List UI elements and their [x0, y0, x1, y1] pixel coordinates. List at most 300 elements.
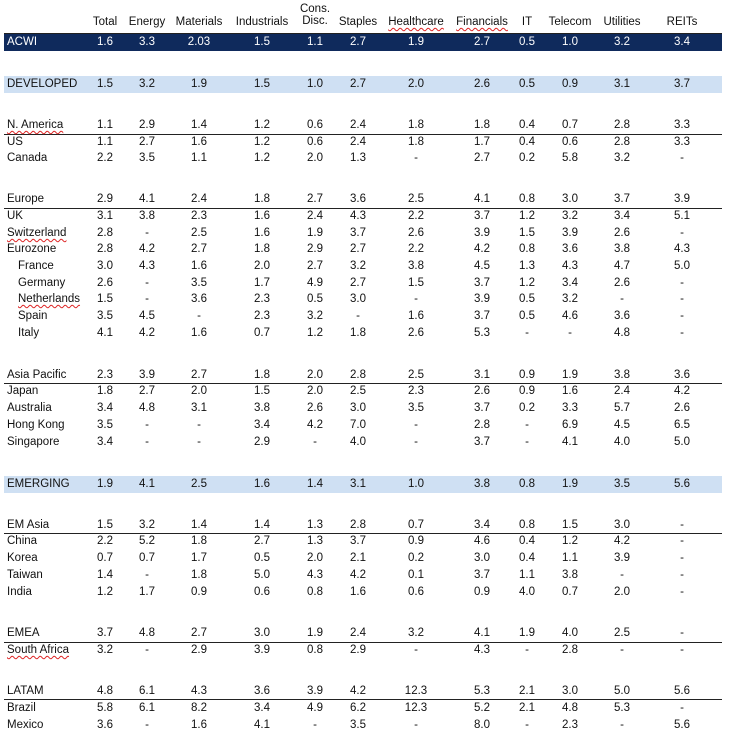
table-cell: 0.6	[307, 119, 323, 131]
table-cell: 2.5	[408, 369, 424, 381]
table-cell: 2.3	[562, 719, 578, 731]
row-label: India	[7, 586, 32, 598]
table-cell: 2.2	[408, 210, 424, 222]
table-cell: 3.9	[139, 369, 155, 381]
table-cell: 5.6	[674, 478, 690, 490]
column-header-0: Total	[92, 16, 118, 28]
table-cell: 0.9	[191, 586, 207, 598]
table-cell: -	[414, 436, 418, 448]
row-label: LATAM	[7, 685, 44, 697]
table-cell: 3.9	[307, 685, 323, 697]
column-header-10: Utilities	[603, 16, 641, 28]
table-cell: 1.5	[254, 385, 270, 397]
table-cell: 2.0	[191, 385, 207, 397]
row-label: ACWI	[7, 36, 38, 48]
table-cell: 1.9	[519, 627, 535, 639]
table-cell: 3.2	[97, 644, 113, 656]
row-label: Taiwan	[7, 569, 43, 581]
table-cell: 1.2	[519, 210, 535, 222]
table-cell: 4.8	[97, 685, 113, 697]
table-cell: 2.0	[614, 586, 630, 598]
table-cell: -	[414, 644, 418, 656]
table-cell: 0.4	[519, 535, 535, 547]
table-cell: 2.4	[350, 119, 366, 131]
table-cell: 1.2	[254, 136, 270, 148]
table-cell: 1.6	[350, 586, 366, 598]
table-cell: 0.2	[519, 152, 535, 164]
table-cell: 3.3	[674, 119, 690, 131]
table-cell: 3.3	[674, 136, 690, 148]
table-cell: 3.5	[350, 719, 366, 731]
table-cell: 2.2	[97, 535, 113, 547]
table-cell: 5.3	[474, 327, 490, 339]
table-cell: -	[620, 719, 624, 731]
table-cell: 4.2	[614, 535, 630, 547]
column-header-11: REITs	[666, 16, 698, 28]
table-cell: 1.5	[254, 78, 270, 90]
row-label: Germany	[18, 277, 66, 289]
table-cell: -	[145, 227, 149, 239]
table-cell: 3.8	[614, 369, 630, 381]
table-cell: -	[680, 227, 684, 239]
table-cell: -	[680, 535, 684, 547]
table-cell: 3.5	[97, 310, 113, 322]
table-cell: 4.2	[674, 385, 690, 397]
table-cell: 3.0	[350, 402, 366, 414]
table-cell: 3.2	[139, 519, 155, 531]
table-cell: 2.6	[474, 385, 490, 397]
table-cell: -	[145, 293, 149, 305]
row-label: China	[7, 535, 38, 547]
table-cell: 2.9	[139, 119, 155, 131]
table-cell: 3.7	[97, 627, 113, 639]
table-cell: -	[145, 436, 149, 448]
table-cell: 0.9	[519, 385, 535, 397]
table-cell: 3.0	[562, 193, 578, 205]
table-cell: 4.3	[139, 260, 155, 272]
table-cell: 2.9	[307, 243, 323, 255]
table-cell: 5.6	[674, 719, 690, 731]
table-cell: 3.1	[614, 78, 630, 90]
table-cell: 5.6	[674, 685, 690, 697]
table-cell: 1.4	[191, 519, 207, 531]
table-cell: -	[568, 327, 572, 339]
table-cell: 1.5	[562, 519, 578, 531]
table-cell: 1.1	[97, 119, 113, 131]
row-label: Hong Kong	[7, 419, 65, 431]
table-cell: 2.6	[408, 327, 424, 339]
row-label: Eurozone	[7, 243, 57, 255]
table-cell: 1.1	[562, 552, 578, 564]
table-cell: 0.9	[519, 369, 535, 381]
table-cell: 1.6	[191, 719, 207, 731]
table-cell: 2.8	[350, 369, 366, 381]
row-label: Netherlands	[18, 293, 81, 305]
table-cell: 2.9	[97, 193, 113, 205]
row-label: Japan	[7, 385, 39, 397]
table-cell: 2.5	[408, 193, 424, 205]
table-cell: 2.03	[187, 36, 211, 48]
table-cell: 1.9	[307, 627, 323, 639]
table-cell: 5.8	[562, 152, 578, 164]
table-cell: 4.2	[350, 685, 366, 697]
table-cell: 2.7	[350, 277, 366, 289]
table-cell: 3.1	[350, 478, 366, 490]
table-cell: 2.3	[191, 210, 207, 222]
table-cell: 4.1	[139, 193, 155, 205]
table-cell: 3.2	[562, 210, 578, 222]
table-cell: 8.0	[474, 719, 490, 731]
table-cell: 0.8	[519, 519, 535, 531]
table-cell: 0.7	[97, 552, 113, 564]
row-label: Korea	[7, 552, 38, 564]
table-cell: 4.2	[474, 243, 490, 255]
table-cell: 3.3	[562, 402, 578, 414]
table-cell: 3.6	[674, 369, 690, 381]
table-cell: 2.0	[307, 385, 323, 397]
table-cell: 5.0	[254, 569, 270, 581]
column-header-2: Materials	[175, 16, 223, 28]
table-cell: 2.5	[350, 385, 366, 397]
table-cell: 3.5	[408, 402, 424, 414]
table-cell: 3.5	[97, 419, 113, 431]
table-cell: 2.6	[614, 277, 630, 289]
table-cell: 0.9	[562, 78, 578, 90]
table-cell: -	[313, 436, 317, 448]
table-cell: 3.4	[97, 436, 113, 448]
table-cell: 2.7	[474, 152, 490, 164]
table-cell: 3.7	[474, 402, 490, 414]
table-cell: 3.0	[350, 293, 366, 305]
table-cell: 0.8	[519, 193, 535, 205]
table-cell: 1.9	[562, 369, 578, 381]
table-cell: 3.4	[254, 702, 270, 714]
header-rule	[4, 33, 722, 34]
table-cell: 1.0	[562, 36, 578, 48]
table-cell: 1.6	[254, 227, 270, 239]
table-cell: 4.1	[254, 719, 270, 731]
table-cell: -	[680, 569, 684, 581]
table-cell: 2.1	[350, 552, 366, 564]
table-cell: 4.2	[139, 243, 155, 255]
table-cell: 2.9	[254, 436, 270, 448]
table-cell: 5.8	[97, 702, 113, 714]
table-cell: -	[197, 419, 201, 431]
table-cell: 2.6	[97, 277, 113, 289]
table-cell: -	[680, 327, 684, 339]
table-cell: 4.8	[614, 327, 630, 339]
row-label: Italy	[18, 327, 40, 339]
column-header-5: Staples	[338, 16, 378, 28]
table-cell: 2.7	[307, 193, 323, 205]
table-cell: 5.2	[139, 535, 155, 547]
table-cell: 2.6	[408, 227, 424, 239]
table-cell: 1.5	[519, 227, 535, 239]
table-cell: -	[620, 569, 624, 581]
table-cell: -	[680, 310, 684, 322]
row-label: Canada	[7, 152, 48, 164]
table-cell: 0.4	[519, 552, 535, 564]
row-label: Brazil	[7, 702, 36, 714]
table-cell: 3.1	[97, 210, 113, 222]
table-cell: 4.0	[350, 436, 366, 448]
table-cell: 1.2	[307, 327, 323, 339]
row-label: Australia	[7, 402, 52, 414]
table-cell: 3.8	[139, 210, 155, 222]
table-cell: 3.1	[474, 369, 490, 381]
table-cell: 3.8	[562, 569, 578, 581]
table-cell: 3.7	[474, 310, 490, 322]
table-cell: 3.4	[614, 210, 630, 222]
table-cell: 1.8	[97, 385, 113, 397]
table-cell: -	[680, 627, 684, 639]
table-cell: 4.8	[562, 702, 578, 714]
table-cell: 4.8	[139, 402, 155, 414]
table-cell: 1.6	[191, 327, 207, 339]
table-cell: 8.2	[191, 702, 207, 714]
table-cell: 0.8	[307, 644, 323, 656]
table-cell: 2.8	[614, 136, 630, 148]
table-cell: 5.1	[674, 210, 690, 222]
table-cell: -	[145, 277, 149, 289]
table-cell: 1.5	[254, 36, 270, 48]
table-cell: 3.6	[614, 310, 630, 322]
table-cell: 3.0	[562, 685, 578, 697]
table-cell: 2.6	[674, 402, 690, 414]
table-cell: 3.0	[97, 260, 113, 272]
table-cell: 1.5	[97, 519, 113, 531]
table-cell: 3.4	[674, 36, 690, 48]
table-cell: 2.4	[614, 385, 630, 397]
table-cell: 0.6	[307, 136, 323, 148]
table-cell: 2.7	[474, 36, 490, 48]
table-cell: 2.7	[191, 369, 207, 381]
table-cell: 4.7	[614, 260, 630, 272]
table-cell: 1.9	[191, 78, 207, 90]
table-cell: -	[145, 719, 149, 731]
table-cell: 5.0	[674, 436, 690, 448]
row-label: EM Asia	[7, 519, 50, 531]
table-cell: 2.6	[307, 402, 323, 414]
table-cell: 0.5	[307, 293, 323, 305]
table-cell: 5.2	[474, 702, 490, 714]
table-cell: -	[680, 519, 684, 531]
table-cell: -	[414, 293, 418, 305]
table-cell: 3.4	[562, 277, 578, 289]
table-cell: 2.0	[408, 78, 424, 90]
table-cell: 4.1	[97, 327, 113, 339]
table-cell: 2.4	[350, 136, 366, 148]
table-cell: 2.7	[139, 136, 155, 148]
table-cell: 2.2	[408, 243, 424, 255]
table-cell: -	[145, 644, 149, 656]
table-cell: -	[525, 327, 529, 339]
table-cell: 4.0	[519, 586, 535, 598]
table-cell: 1.4	[254, 519, 270, 531]
row-label: Asia Pacific	[7, 369, 67, 381]
table-cell: 1.3	[307, 535, 323, 547]
table-cell: 3.7	[614, 193, 630, 205]
table-cell: 6.2	[350, 702, 366, 714]
table-cell: 1.8	[254, 369, 270, 381]
table-cell: 1.4	[97, 569, 113, 581]
table-cell: 2.5	[191, 478, 207, 490]
table-cell: 3.2	[562, 293, 578, 305]
row-label: France	[18, 260, 54, 272]
table-cell: 1.9	[408, 36, 424, 48]
table-cell: -	[525, 419, 529, 431]
table-cell: 3.5	[614, 478, 630, 490]
table-cell: -	[145, 569, 149, 581]
table-cell: 4.5	[139, 310, 155, 322]
table-cell: 3.8	[474, 478, 490, 490]
table-cell: -	[197, 310, 201, 322]
table-cell: 3.9	[614, 552, 630, 564]
table-cell: 3.7	[474, 436, 490, 448]
table-cell: 0.5	[519, 78, 535, 90]
table-cell: 2.8	[97, 227, 113, 239]
table-cell: 2.7	[139, 385, 155, 397]
table-cell: 2.2	[97, 152, 113, 164]
table-cell: 3.2	[408, 627, 424, 639]
table-cell: 1.6	[97, 36, 113, 48]
table-cell: 0.8	[519, 243, 535, 255]
table-cell: 1.8	[408, 119, 424, 131]
table-cell: 3.8	[254, 402, 270, 414]
table-cell: 2.1	[519, 702, 535, 714]
row-label: EMERGING	[7, 478, 70, 490]
table-cell: -	[620, 644, 624, 656]
table-cell: 0.5	[519, 36, 535, 48]
table-cell: 3.6	[191, 293, 207, 305]
table-cell: 0.2	[408, 552, 424, 564]
row-rule-27	[4, 699, 722, 700]
table-cell: 3.7	[474, 210, 490, 222]
table-cell: 4.3	[562, 260, 578, 272]
table-cell: 1.4	[307, 478, 323, 490]
table-cell: 1.9	[97, 478, 113, 490]
table-cell: 4.6	[562, 310, 578, 322]
table-cell: -	[680, 152, 684, 164]
row-label: Switzerland	[7, 227, 67, 239]
table-cell: 2.9	[191, 644, 207, 656]
table-cell: 1.1	[307, 36, 323, 48]
table-cell: 1.6	[254, 478, 270, 490]
table-cell: 1.5	[408, 277, 424, 289]
table-cell: 5.0	[674, 260, 690, 272]
table-cell: 3.6	[97, 719, 113, 731]
table-cell: 2.0	[307, 369, 323, 381]
row-label: US	[7, 136, 23, 148]
table-cell: 3.4	[474, 519, 490, 531]
table-cell: 2.7	[350, 36, 366, 48]
table-cell: -	[414, 152, 418, 164]
table-cell: 1.6	[562, 385, 578, 397]
table-cell: 4.2	[307, 419, 323, 431]
table-cell: 2.7	[350, 243, 366, 255]
table-cell: 1.2	[254, 152, 270, 164]
table-cell: 4.2	[350, 569, 366, 581]
table-cell: -	[525, 436, 529, 448]
table-cell: -	[414, 719, 418, 731]
table-cell: 3.2	[307, 310, 323, 322]
table-cell: 2.0	[254, 260, 270, 272]
table-cell: 1.1	[97, 136, 113, 148]
table-cell: 1.8	[191, 535, 207, 547]
table-cell: 4.1	[474, 627, 490, 639]
row-label: DEVELOPED	[7, 78, 78, 90]
table-cell: 0.4	[519, 119, 535, 131]
table-cell: -	[680, 293, 684, 305]
table-cell: 3.7	[674, 78, 690, 90]
table-cell: 3.4	[254, 419, 270, 431]
table-cell: 2.9	[350, 644, 366, 656]
table-cell: -	[525, 719, 529, 731]
table-cell: 0.6	[254, 586, 270, 598]
table-cell: 4.3	[674, 243, 690, 255]
table-cell: 3.9	[474, 227, 490, 239]
table-cell: 0.7	[408, 519, 424, 531]
table-cell: 2.0	[307, 552, 323, 564]
table-cell: 3.6	[350, 193, 366, 205]
table-cell: 2.3	[97, 369, 113, 381]
column-header-7: Financials	[456, 16, 508, 28]
table-cell: 2.8	[350, 519, 366, 531]
table-cell: 3.1	[191, 402, 207, 414]
table-cell: 1.6	[408, 310, 424, 322]
table-cell: 4.3	[474, 644, 490, 656]
column-header-1: Energy	[128, 16, 166, 28]
table-cell: 2.4	[350, 627, 366, 639]
table-cell: 1.7	[139, 586, 155, 598]
table-cell: 3.9	[562, 227, 578, 239]
table-cell: 1.6	[191, 136, 207, 148]
table-cell: 0.1	[408, 569, 424, 581]
table-cell: 4.6	[474, 535, 490, 547]
table-cell: 1.8	[474, 119, 490, 131]
row-label: Singapore	[7, 436, 60, 448]
table-cell: 3.7	[350, 535, 366, 547]
table-cell: 3.7	[350, 227, 366, 239]
table-cell: 2.0	[307, 152, 323, 164]
table-cell: 4.5	[474, 260, 490, 272]
table-cell: 3.5	[191, 277, 207, 289]
table-cell: 6.1	[139, 702, 155, 714]
table-cell: 4.3	[191, 685, 207, 697]
table-cell: 1.8	[408, 136, 424, 148]
table-cell: 2.4	[191, 193, 207, 205]
table-cell: 0.7	[139, 552, 155, 564]
table-cell: 2.3	[254, 310, 270, 322]
table-cell: 3.5	[139, 152, 155, 164]
table-cell: 0.7	[562, 119, 578, 131]
table-cell: -	[680, 644, 684, 656]
table-cell: -	[525, 644, 529, 656]
table-cell: 3.9	[474, 293, 490, 305]
table-cell: 1.5	[97, 78, 113, 90]
table-cell: -	[145, 419, 149, 431]
table-cell: -	[313, 719, 317, 731]
row-label: Spain	[18, 310, 48, 322]
table-cell: 1.1	[519, 569, 535, 581]
row-label: UK	[7, 210, 23, 222]
table-cell: 1.2	[562, 535, 578, 547]
table-cell: 3.9	[254, 644, 270, 656]
table-cell: 1.7	[191, 552, 207, 564]
table-cell: -	[620, 293, 624, 305]
table-cell: 2.4	[307, 210, 323, 222]
table-cell: 3.7	[474, 569, 490, 581]
